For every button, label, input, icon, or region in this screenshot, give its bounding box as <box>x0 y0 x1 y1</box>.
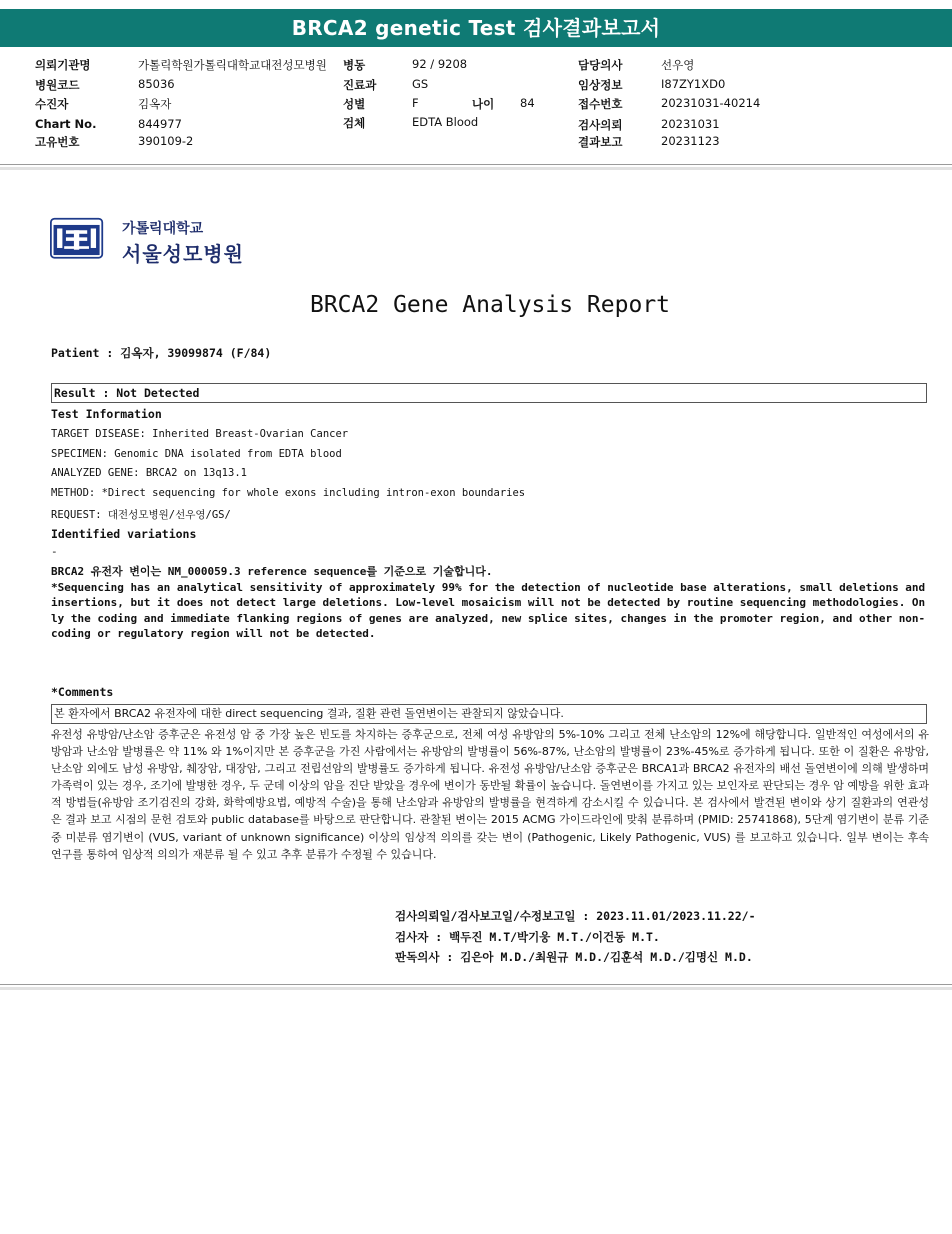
sex-label: 성별 <box>343 97 366 111</box>
methodology-note <box>51 564 931 642</box>
hospital-code-value: 85036 <box>138 77 175 91</box>
examinee-label: 수진자 <box>35 97 69 111</box>
patient-line: Patient : 김옥자, 39099874 (F/84) <box>51 346 272 360</box>
sex-value: F <box>412 96 419 110</box>
receipt-no-value: 20231031-40214 <box>661 96 761 110</box>
report-date-value: 20231123 <box>661 134 720 148</box>
department-value: GS <box>412 77 429 91</box>
identified-variations-value: - <box>51 545 58 558</box>
identified-variations-heading: Identified variations <box>51 527 197 541</box>
hospital-code-label: 병원코드 <box>35 78 80 92</box>
test-information-heading: Test Information <box>51 407 162 421</box>
specimen-label: 검체 <box>343 116 366 130</box>
signature-dates: 검사의뢰일/검사보고일/수정보고일 : 2023.11.01/2023.11.22/- <box>395 909 756 923</box>
clinical-info-label: 임상정보 <box>578 78 623 92</box>
physician-label: 담당의사 <box>578 58 623 72</box>
header-divider-shadow <box>0 167 952 170</box>
patient-header <box>0 55 952 155</box>
physician-value: 선우영 <box>661 58 695 72</box>
signature-testers: 검사자 : 백두진 M.T/박기웅 M.T./이건동 M.T. <box>395 930 660 944</box>
request-line: REQUEST: 대전성모병원/선우영/GS/ <box>51 509 231 521</box>
report-date-label: 결과보고 <box>578 135 623 149</box>
receipt-no-label: 접수번호 <box>578 97 623 111</box>
sensitivity-note: *Sequencing has an analytical sensitivity of approximately 99% for the detection of nucleotide base alterations, small deletions and insertions, but it does not detect large deletions. Low-level mosaicism will not be detected by routine sequencing methodologies. Only the coding and immediate flanking regions of genes are analyzed, new splice sites, changes in the promoter region, and other non-coding or regulatory region will not be detected. <box>51 580 926 641</box>
age-value: 84 <box>520 96 535 110</box>
department-label: 진료과 <box>343 78 377 92</box>
result-box: Result : Not Detected <box>51 383 927 403</box>
specimen-line: SPECIMEN: Genomic DNA isolated from EDTA blood <box>51 448 342 460</box>
examinee-value: 김옥자 <box>138 97 172 111</box>
method-line: METHOD: *Direct sequencing for whole exons including intron-exon boundaries <box>51 487 526 499</box>
logo-hospital-name: 서울성모병원 <box>122 242 244 266</box>
request-date-label: 검사의뢰 <box>578 118 623 132</box>
unique-no-value: 390109-2 <box>138 134 194 148</box>
analyzed-gene-line: ANALYZED GENE: BRCA2 on 13q13.1 <box>51 467 247 479</box>
referring-institution-label: 의뢰기관명 <box>35 58 91 72</box>
footer-divider <box>0 984 952 985</box>
chart-no-label: Chart No. <box>35 117 97 131</box>
target-disease-line: TARGET DISEASE: Inherited Breast-Ovarian Cancer <box>51 428 349 440</box>
specimen-value: EDTA Blood <box>412 115 479 129</box>
ward-label: 병동 <box>343 58 366 72</box>
age-label: 나이 <box>472 97 495 111</box>
comment-body-text: 유전성 유방암/난소암 증후군은 유전성 암 중 가장 높은 빈도를 차지하는 증후군으로, 전체 여성 유방암의 5%-10% 그리고 전체 난소암의 12%에 해당합니다. 일반적인 여성에서의 유방암과 난소암 발병률은 약 11% 와 1%이지만 본 증후군을 가진 사람에서는 유방암의 발병률이 56%-87%, 난소암의 발병률이 23%-45%로 증가하게 됩니다. 또한 이 질환은 유방암, 난소암 외에도 남성 유방암, 췌장암, 대장암, 그리고 전립선암의 발병률도 증가하게 됩니다. 유전성 유방암/난소암 증후군은 BRCA1과 BRCA2 유전자의 배선 돌연변이에 의해 발생하며 가족력이 있는 경우, 조기에 발병한 경우, 두 군데 이상의 암을 진단 받았을 경우에 변이가 동반될 확률이 높습니다. 돌연변이를 가지고 있는 보인자로 판단되는 경우 암 예방을 위한 효과적 방법들(유방암 조기검진의 강화, 화학예방요법, 예방적 수술)을 통해 난소암과 유방암의 발병률을 현격하게 감소시킬 수 있습니다. 본 검사에서 발견된 변이와 상기 질환과의 연관성은 결과 보고 시점의 문헌 검토와 public database를 바탕으로 판단합니다. 관찰된 변이는 2015 ACMG 가이드라인에 맞춰 분류하며 (PMID: 25741868), 5단계 염기변이 분류 기준 중 미분류 염기변이 (VUS, variant of unknown significance) 이상의 임상적 의의를 갖는 변이 (Pathogenic, Likely Pathogenic, VUS) 를 보고하고 있습니다. 일부 변이는 후속 연구를 통하여 임상적 의의가 재분류 될 수 있고 추후 분류가 수정될 수 있습니다. <box>51 728 929 861</box>
chart-no-value: 844977 <box>138 117 182 131</box>
logo-university-name: 가톨릭대학교 <box>122 221 204 237</box>
reference-sequence-note: BRCA2 유전자 변이는 NM_000059.3 reference sequence를 기준으로 기술합니다. <box>51 565 493 578</box>
signature-doctors: 판독의사 : 김은아 M.D./최원규 M.D./김훈석 M.D./김명신 M.D. <box>395 950 753 964</box>
comment-summary-box: 본 환자에서 BRCA2 유전자에 대한 direct sequencing 결과, 질환 관련 돌연변이는 관찰되지 않았습니다. <box>51 704 927 724</box>
report-heading: BRCA2 Gene Analysis Report <box>309 292 671 318</box>
clinical-info-value: I87ZY1XD0 <box>661 77 726 91</box>
comments-heading: *Comments <box>51 685 114 699</box>
footer-divider-shadow <box>0 987 952 990</box>
report-title-bar: BRCA2 genetic Test 검사결과보고서 <box>0 9 952 47</box>
ward-value: 92 / 9208 <box>412 57 468 71</box>
hospital-emblem-logo <box>50 216 112 264</box>
referring-institution-value: 가톨릭학원가톨릭대학교대전성모병원 <box>138 58 327 72</box>
header-divider <box>0 164 952 165</box>
request-date-value: 20231031 <box>661 117 720 131</box>
unique-no-label: 고유번호 <box>35 135 80 149</box>
